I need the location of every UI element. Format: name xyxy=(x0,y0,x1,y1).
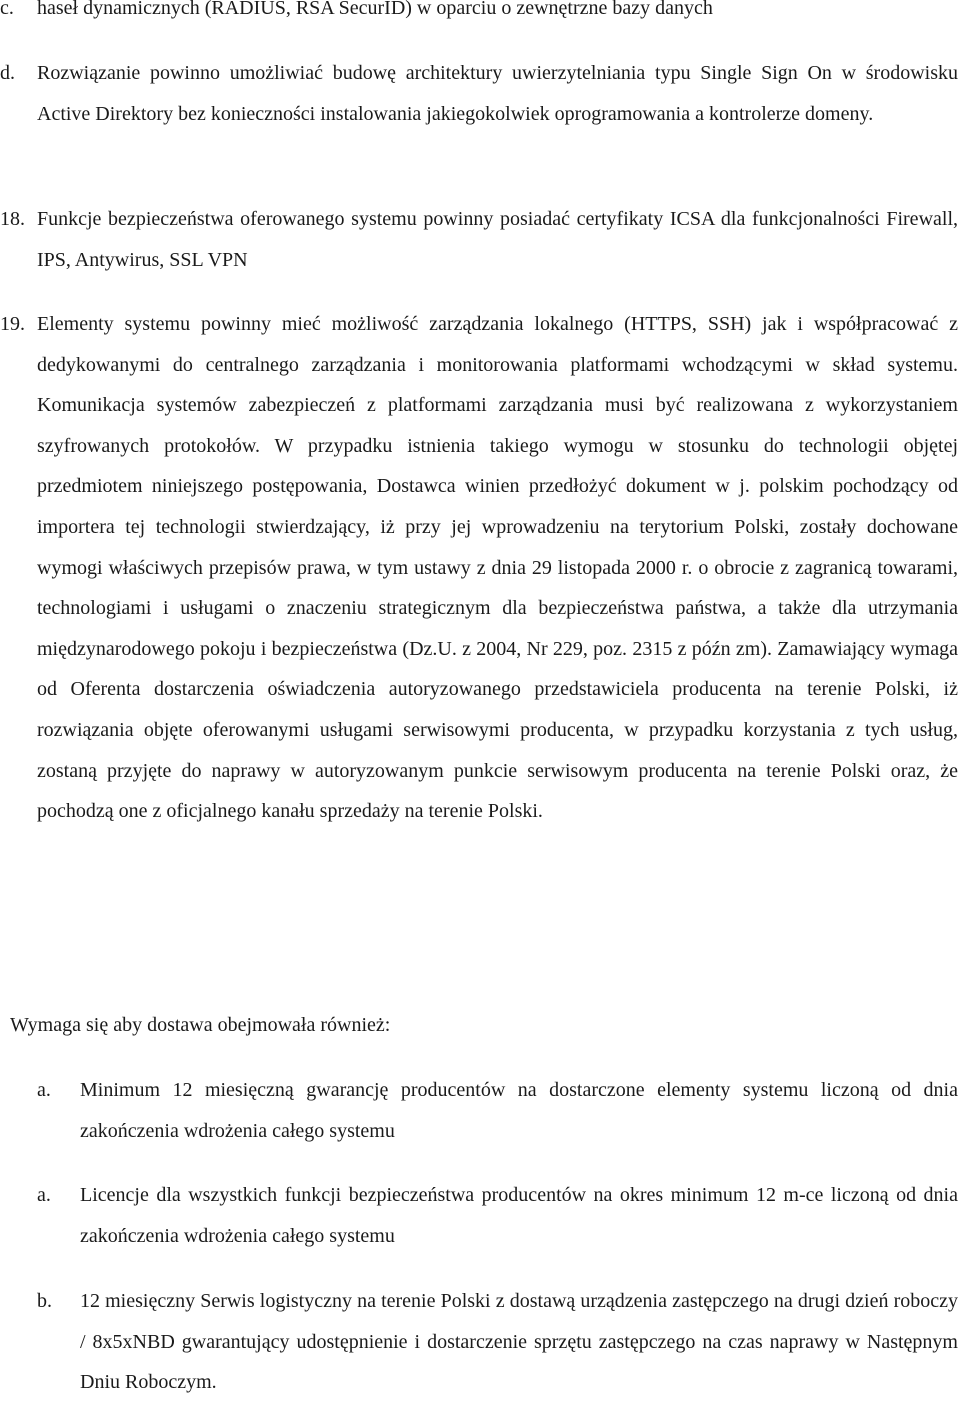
requirement-item xyxy=(0,1175,958,1256)
item-text: haseł dynamicznych (RADIUS, RSA SecurID) w oparciu o zewnętrzne bazy danych xyxy=(37,0,713,19)
item-marker: d. xyxy=(0,62,15,84)
requirement-item xyxy=(0,1281,958,1403)
item-marker: a. xyxy=(37,1079,51,1101)
item-number: 19. xyxy=(0,313,25,335)
item-text: Licencje dla wszystkich funkcji bezpieczeństwa producentów na okres minimum 12 m-ce liczoną od dnia zakończenia wdrożenia całego systemu xyxy=(80,1184,958,1247)
numbered-item-18 xyxy=(0,199,958,280)
item-text: Rozwiązanie powinno umożliwiać budowę architektury uwierzytelniania typu Single Sign On w środowisku Active Direktory bez konieczności instalowania jakiegokolwiek oprogramowania a kontrolerze domeny. xyxy=(37,62,958,125)
section-heading: Wymaga się aby dostawa obejmowała również: xyxy=(10,1014,391,1036)
item-text: Elementy systemu powinny mieć możliwość zarządzania lokalnego (HTTPS, SSH) jak i współpracować z dedykowanymi do centralnego zarządzania i monitorowania platformami wchodzącymi w skład systemu. Komunikacja systemów zabezpieczeń z platformami zarządzania musi być realizowana z wykorzystaniem szyfrowanych protokołów. W przypadku istnienia takiego wymogu w stosunku do technologii objętej przedmiotem niniejszego postępowania, Dostawca winien przedłożyć dokument w j. polskim pochodzący od importera tej technologii stwierdzający, iż przy jej wprowadzeniu na terytorium Polski, zostały dochowane wymogi właściwych przepisów prawa, w tym ustawy z dnia 29 listopada 2000 r. o obrocie z zagranicą towarami, technologiami i usługami o znaczeniu strategicznym dla bezpieczeństwa państwa, a także dla utrzymania międzynarodowego pokoju i bezpieczeństwa (Dz.U. z 2004, Nr 229, poz. 2315 z późn zm). Zamawiający wymaga od Oferenta dostarczenia oświadczenia autoryzowanego przedstawiciela producenta na terenie Polski, iż rozwiązania objęte oferowanymi usługami serwisowymi producenta, w przypadku korzystania z tych usług, zostaną przyjęte do naprawy w autoryzowanym punkcie serwisowym producenta na terenie Polski oraz, że pochodzą one z oficjalnego kanału sprzedaży na terenie Polski. xyxy=(37,313,958,823)
item-text: Funkcje bezpieczeństwa oferowanego systemu powinny posiadać certyfikaty ICSA dla funkcjonalności Firewall, IPS, Antywirus, SSL VPN xyxy=(37,208,958,271)
item-marker: a. xyxy=(37,1184,51,1206)
item-number: 18. xyxy=(0,208,25,230)
item-text: Minimum 12 miesięczną gwarancję producentów na dostarczone elementy systemu liczoną od dnia zakończenia wdrożenia całego systemu xyxy=(80,1079,958,1142)
item-marker: b. xyxy=(37,1290,52,1312)
list-item-c xyxy=(0,0,960,29)
requirement-item xyxy=(0,1070,958,1151)
item-marker: c. xyxy=(0,0,14,19)
item-text: 12 miesięczny Serwis logistyczny na terenie Polski z dostawą urządzenia zastępczego na drugi dzień roboczy / 8x5xNBD gwarantujący udostępnienie i dostarczenie sprzętu zastępczego na czas naprawy w Następnym Dniu Roboczym. xyxy=(80,1290,958,1394)
numbered-item-19 xyxy=(0,304,958,832)
list-item-d xyxy=(0,53,958,134)
